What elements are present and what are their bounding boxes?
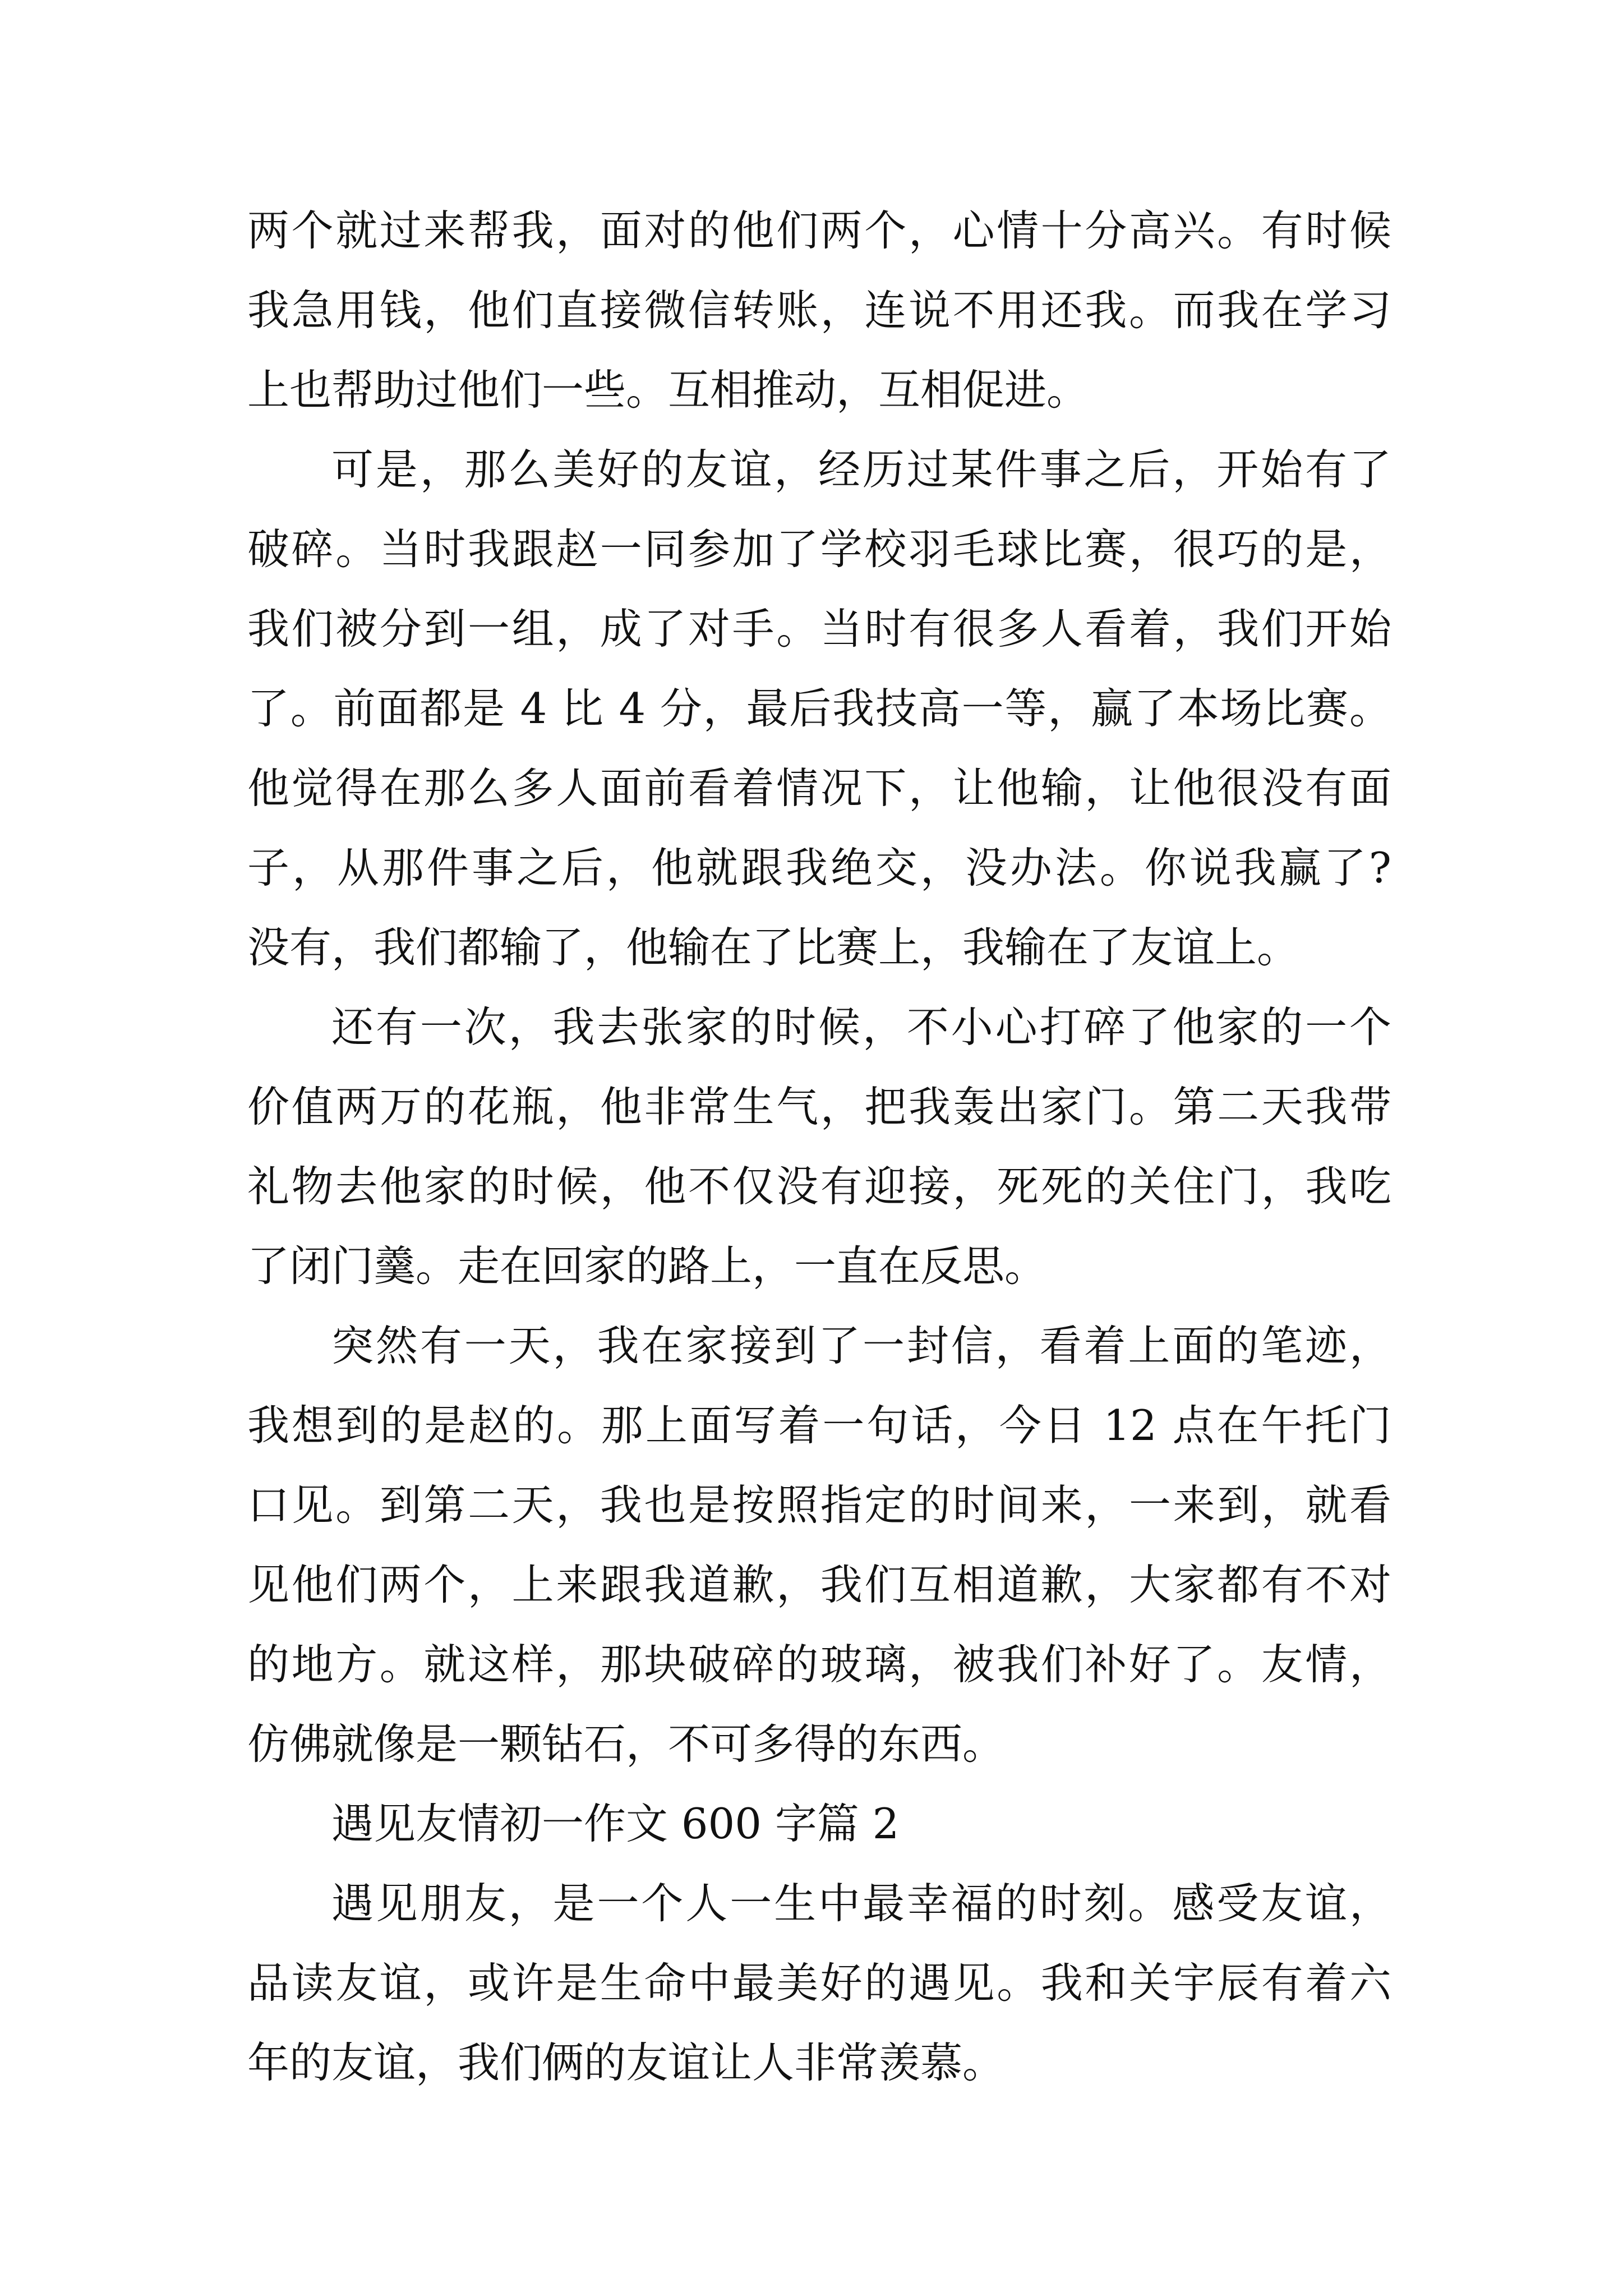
text-line: 我想到的是赵的。那上面写着一句话，今日 12 点在午托门 [247, 1401, 1391, 1450]
text-line: 子，从那件事之后，他就跟我绝交，没办法。你说我赢了? [247, 843, 1391, 892]
text-line: 了。前面都是 4 比 4 分，最后我技高一等，赢了本场比赛。 [247, 684, 1392, 733]
paragraph [247, 430, 1391, 987]
section-heading [247, 1784, 1391, 1864]
paragraph [247, 1306, 1391, 1784]
text-line: 遇见朋友，是一个人一生中最幸福的时刻。感受友谊， [331, 1879, 1391, 1928]
paragraph [247, 1864, 1391, 2102]
text-line: 我们被分到一组，成了对手。当时有很多人看着，我们开始 [247, 604, 1391, 654]
heading-text: 遇见友情初一作文 600 字篇 2 [331, 1799, 900, 1848]
text-line: 可是，那么美好的友谊，经历过某件事之后，开始有了 [331, 445, 1391, 494]
text-line: 品读友谊，或许是生命中最美好的遇见。我和关宇辰有着六 [247, 1958, 1391, 2008]
text-line: 礼物去他家的时候，他不仅没有迎接，死死的关住门，我吃 [247, 1162, 1391, 1211]
text-line: 还有一次，我去张家的时候，不小心打碎了他家的一个 [331, 1002, 1391, 1052]
text-line: 了闭门羹。走在回家的路上，一直在反思。 [247, 1241, 1047, 1291]
text-line: 他觉得在那么多人面前看着情况下，让他输，让他很没有面 [247, 763, 1391, 813]
text-line: 仿佛就像是一颗钻石，不可多得的东西。 [247, 1719, 1005, 1769]
text-line: 没有，我们都输了，他输在了比赛上，我输在了友谊上。 [247, 923, 1299, 972]
text-line: 口见。到第二天，我也是按照指定的时间来，一来到，就看 [247, 1480, 1391, 1530]
text-line: 我急用钱，他们直接微信转账，连说不用还我。而我在学习 [247, 286, 1391, 335]
text-line: 破碎。当时我跟赵一同参加了学校羽毛球比赛，很巧的是， [247, 524, 1391, 574]
text-line: 上也帮助过他们一些。互相推动，互相促进。 [247, 365, 1089, 415]
text-line: 见他们两个，上来跟我道歉，我们互相道歉，大家都有不对 [247, 1560, 1391, 1609]
text-line: 价值两万的花瓶，他非常生气，把我轰出家门。第二天我带 [247, 1082, 1391, 1131]
text-line: 年的友谊，我们俩的友谊让人非常羡慕。 [247, 2038, 1005, 2087]
text-line: 两个就过来帮我，面对的他们两个，心情十分高兴。有时候 [247, 206, 1391, 255]
text-line: 突然有一天，我在家接到了一封信，看着上面的笔迹， [331, 1321, 1391, 1370]
paragraph [247, 191, 1391, 430]
paragraph [247, 987, 1391, 1306]
document-body [247, 191, 1391, 2102]
text-line: 的地方。就这样，那块破碎的玻璃，被我们补好了。友情， [247, 1640, 1391, 1689]
